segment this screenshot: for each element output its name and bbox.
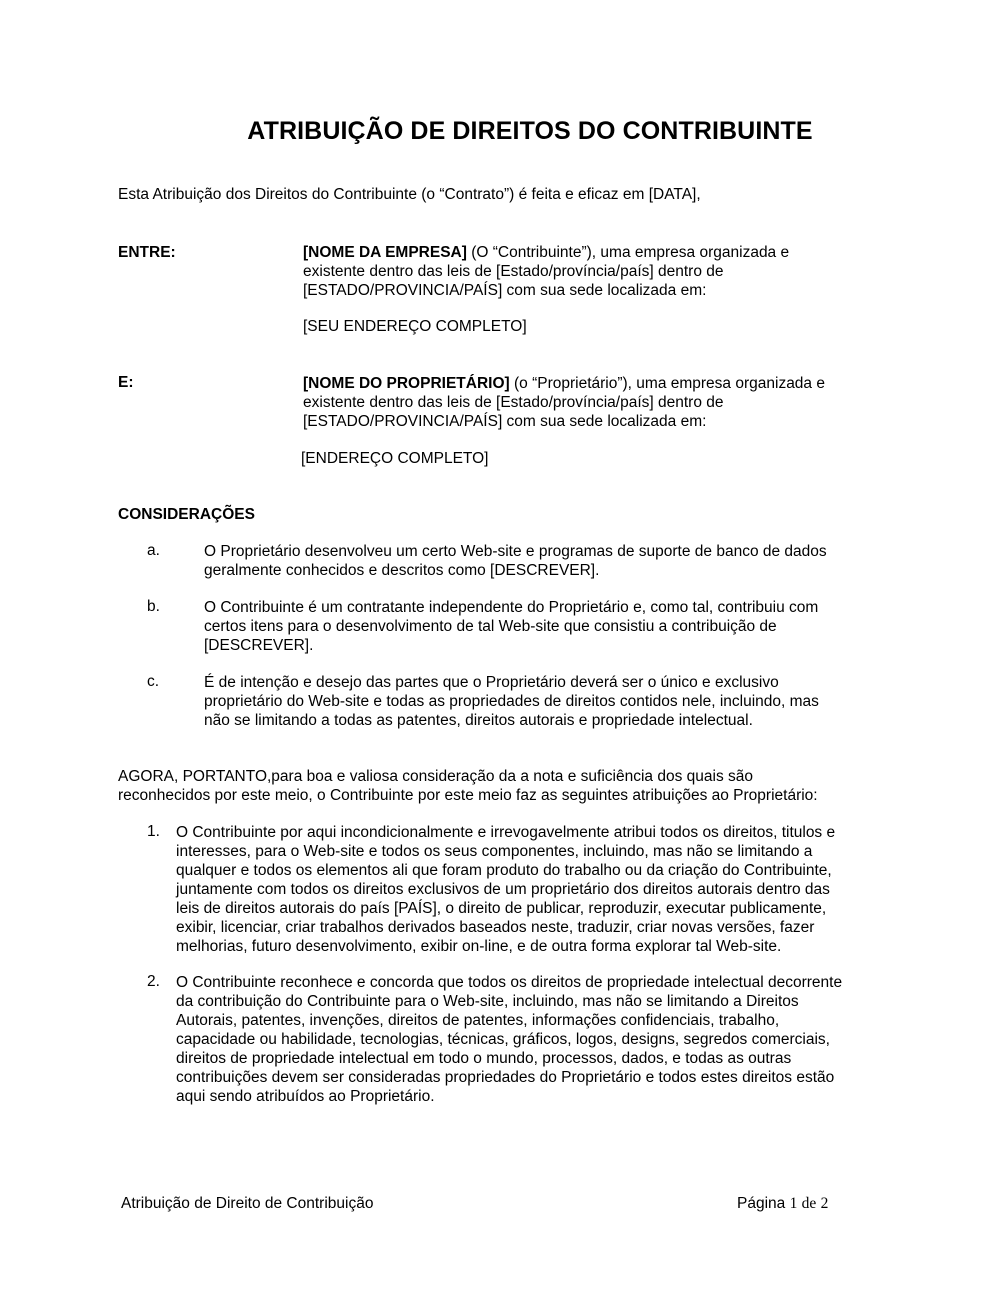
clause-2: O Contribuinte reconhece e concorda que todos os direitos de propriedade intelectual decorrente da contribuição do Contribuinte para o Web-site, incluindo, mas não se limitando a Direitos Autorais, patentes, invenções, direitos de patentes, informações confidenciais, trabalho, capacidade ou habilidade, tecnologias, técnicas, gráficos, logos, designs, segredos comerciais, direitos de propriedade intelectual em todo o mundo, processos, dados, e todas as outras contribuições devem ser consideradas propriedades do Proprietário e todos estes direitos estão aqui sendo atribuídos ao Proprietário. bbox=[176, 974, 843, 1105]
party-1-name: [NOME DA EMPRESA] bbox=[303, 244, 467, 261]
party-2-line-3: [ESTADO/PROVINCIA/PAÍS] com sua sede localizada em: bbox=[303, 413, 707, 430]
clause-marker-1: 1. bbox=[147, 823, 160, 840]
clause-1: O Contribuinte por aqui incondicionalmente e irrevogavelmente atribui todos os direitos, titulos e interesses, para o Web-site e todos os seus componentes, incluindo, mas não se limitando a qualquer e todos os elementos ali que foram produto do trabalho ou da criação do Contribuinte, juntamente com todos os direitos exclusivos de um proprietário dos direitos autorais dentro das leis de direitos autorais do país [PAÍS], o direito de publicar, reproduzir, executar publicamente, exibir, licenciar, criar trabalhos derivados baseados neste, traduzir, criar novas versões, fazer melhorias, futuro desenvolvimento, exibir on-line, e de outra forma explorar tal Web-site. bbox=[176, 824, 836, 955]
party-label-e: E: bbox=[118, 374, 134, 391]
party-1-block bbox=[303, 243, 789, 300]
party-1-address: [SEU ENDEREÇO COMPLETO] bbox=[303, 318, 527, 335]
party-2-address: [ENDEREÇO COMPLETO] bbox=[301, 450, 489, 467]
now-therefore-paragraph: AGORA, PORTANTO,para boa e valiosa consideração da a nota e suficiência dos quais são reconhecidos por este meio, o Contribuinte por este meio faz as seguintes atribuições ao Proprietário: bbox=[118, 768, 818, 804]
intro-paragraph: Esta Atribuição dos Direitos do Contribuinte (o “Contrato”) é feita e eficaz em [DATA], bbox=[118, 186, 701, 203]
clause-marker-2: 2. bbox=[147, 973, 160, 990]
party-label-entre: ENTRE: bbox=[118, 244, 176, 261]
party-2-line-2: existente dentro das leis de [Estado/província/país] dentro de bbox=[303, 394, 724, 411]
party-2-name: [NOME DO PROPRIETÁRIO] bbox=[303, 375, 510, 392]
document-title: ATRIBUIÇÃO DE DIREITOS DO CONTRIBUINTE bbox=[247, 117, 813, 145]
party-2-line-1: [NOME DO PROPRIETÁRIO] (o “Proprietário”), uma empresa organizada e bbox=[303, 375, 825, 392]
consideration-marker-a: a. bbox=[147, 542, 160, 559]
party-2-block bbox=[303, 374, 825, 431]
party-1-line-2: existente dentro das leis de [Estado/província/país] dentro de bbox=[303, 263, 724, 280]
consideration-c: É de intenção e desejo das partes que o Proprietário deverá ser o único e exclusivo proprietário do Web-site e todas as propriedades de direitos contidos nele, incluindo, mas não se limitando a todas as patentes, direitos autorais e propriedade intelectual. bbox=[204, 674, 819, 729]
page-current: 1 bbox=[789, 1195, 798, 1212]
party-1-line-3: [ESTADO/PROVINCIA/PAÍS] com sua sede localizada em: bbox=[303, 282, 707, 299]
consideration-marker-c: c. bbox=[147, 673, 160, 690]
considerations-heading: CONSIDERAÇÕES bbox=[118, 506, 255, 523]
footer-page-number: Página 1 de 2 bbox=[737, 1195, 829, 1212]
party-1-line-1: [NOME DA EMPRESA] (O “Contribuinte”), uma empresa organizada e bbox=[303, 244, 790, 261]
consideration-marker-b: b. bbox=[147, 598, 160, 615]
page-total: 2 bbox=[820, 1195, 829, 1212]
footer-document-name: Atribuição de Direito de Contribuição bbox=[121, 1195, 374, 1212]
consideration-b: O Contribuinte é um contratante independente do Proprietário e, como tal, contribuiu com certos itens para o desenvolvimento de tal Web-site que consistiu a contribuição de [DESCREVER]. bbox=[204, 599, 819, 654]
consideration-a: O Proprietário desenvolveu um certo Web-site e programas de suporte de banco de dados geralmente conhecidos e descritos como [DESCREVER]. bbox=[204, 543, 827, 579]
